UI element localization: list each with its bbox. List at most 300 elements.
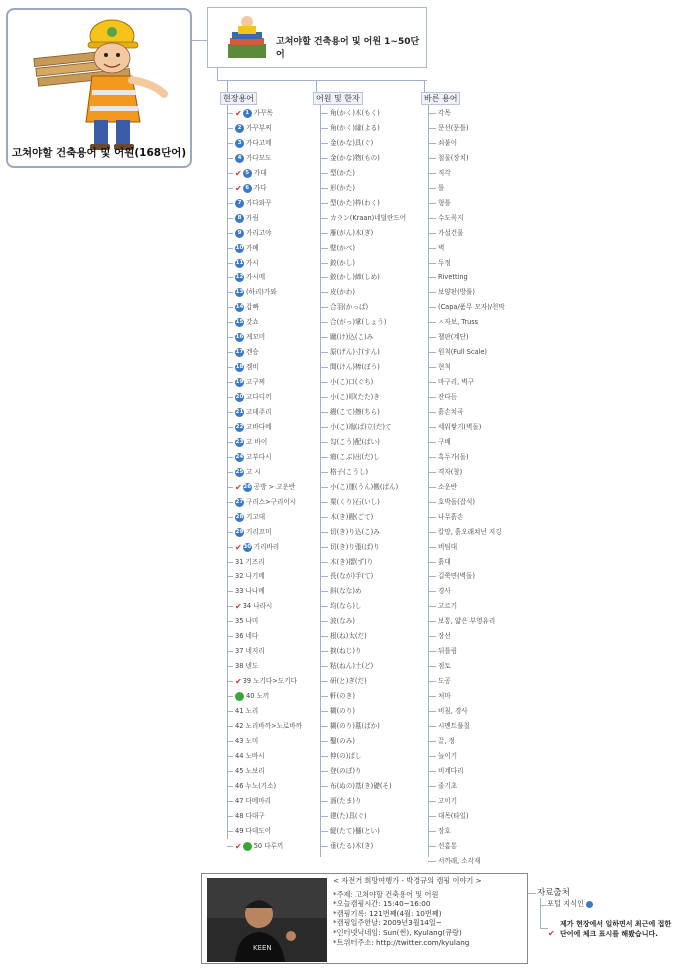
list-item-label: (하리)가와: [246, 288, 277, 297]
connector-line: [428, 457, 436, 458]
list-item[interactable]: [320, 452, 380, 463]
list-item[interactable]: [428, 332, 469, 343]
connector-line: [227, 547, 233, 548]
list-item[interactable]: [428, 467, 462, 478]
list-item[interactable]: [227, 706, 258, 717]
list-item[interactable]: [320, 601, 362, 612]
list-item[interactable]: [227, 721, 302, 732]
number-badge-icon: 10: [235, 244, 244, 251]
source-item[interactable]: [547, 899, 593, 909]
list-item-label: 糊(のり)墓(ばか): [330, 721, 380, 730]
number-badge-icon: 24: [235, 453, 244, 460]
column-header-origin[interactable]: 어원 및 한자: [313, 92, 363, 105]
list-item[interactable]: [320, 571, 373, 582]
list-item[interactable]: [227, 347, 259, 358]
list-item-label: 47 다메마리: [235, 796, 271, 805]
list-item[interactable]: [227, 183, 266, 194]
list-item[interactable]: [227, 661, 258, 672]
list-item[interactable]: [320, 512, 373, 523]
connector-line: [428, 621, 436, 622]
number-badge-icon: 7: [235, 199, 244, 208]
number-badge-icon: 4: [235, 154, 244, 163]
list-item[interactable]: [320, 332, 373, 343]
list-item[interactable]: [227, 631, 258, 642]
connector-line: [316, 80, 317, 92]
list-item[interactable]: [227, 601, 272, 612]
list-item-label: 잔다듬: [438, 393, 458, 402]
list-item[interactable]: [227, 571, 265, 582]
connector-line: [320, 711, 328, 712]
list-item-label: 갓쇼: [246, 318, 259, 327]
list-item-label: 공방 > 고운반: [253, 482, 296, 491]
list-item[interactable]: [428, 302, 505, 313]
list-item[interactable]: [320, 407, 380, 418]
list-item[interactable]: [227, 616, 258, 627]
list-item[interactable]: [227, 317, 259, 328]
list-item[interactable]: [320, 123, 380, 134]
list-item-label: 布(ぬの)基(き)礎(そ): [330, 781, 392, 790]
connector-line: [320, 621, 328, 622]
list-item[interactable]: [227, 452, 271, 463]
connector-line: [320, 576, 328, 577]
list-item-label: 合(がっ)掌(しょう): [330, 318, 387, 327]
check-icon: ✔: [235, 841, 242, 851]
list-item-label: 44 노바시: [235, 751, 265, 760]
list-item-label: 型(かた)枠(わく): [330, 198, 380, 207]
list-item[interactable]: [227, 542, 279, 553]
list-item[interactable]: [428, 571, 475, 582]
connector-line: [428, 576, 436, 577]
column-header-site-terms[interactable]: 현장용어: [220, 92, 257, 105]
connector-line: [428, 173, 436, 174]
connector-line: [320, 248, 328, 249]
list-item-label: 間(けん)棒(ぼう): [330, 363, 380, 372]
list-item[interactable]: [320, 467, 368, 478]
list-item-label: 建(た)具(ぐ): [330, 811, 367, 820]
list-item[interactable]: [227, 437, 267, 448]
list-item[interactable]: [320, 272, 380, 283]
column-header-correct[interactable]: 바른 용어: [421, 92, 460, 105]
info-line[interactable]: *트위터주소: http://twitter.com/kyulang: [333, 937, 470, 947]
list-item[interactable]: [428, 706, 468, 717]
list-item-label: 瘤(こぶ)出(だ)し: [330, 452, 380, 461]
list-item[interactable]: [227, 407, 271, 418]
list-item[interactable]: [227, 332, 265, 343]
list-item[interactable]: [428, 586, 451, 597]
list-item-label: 均(なら)し: [330, 602, 362, 611]
list-item[interactable]: [320, 317, 386, 328]
connector-line: [320, 412, 328, 413]
list-item-label: 마구리, 벽구: [438, 378, 475, 387]
connector-line: [227, 621, 233, 622]
list-item-label: 가꾸목: [253, 109, 273, 117]
list-item[interactable]: [428, 437, 451, 448]
connector-line: [227, 457, 233, 458]
list-item-label: 고르기: [438, 602, 458, 611]
list-item[interactable]: [428, 811, 469, 822]
list-item-label: ㅅ자보, Truss: [438, 318, 479, 327]
list-item-label: 갑빠: [246, 303, 259, 312]
list-item-label: 버팀대: [438, 542, 458, 551]
list-item[interactable]: [428, 422, 481, 433]
list-item-label: 게꼬미: [246, 333, 266, 342]
connector-line: [320, 487, 328, 488]
info-line: *캠핑일주한날: 2009년3월14일~: [333, 918, 442, 928]
list-item[interactable]: [320, 377, 373, 388]
list-item[interactable]: [227, 392, 271, 403]
list-item-label: 점토: [438, 662, 451, 671]
connector-line: [320, 502, 328, 503]
list-item[interactable]: [227, 766, 265, 777]
list-item[interactable]: [428, 527, 502, 538]
number-badge-icon: 8: [235, 214, 244, 223]
connector-line: [428, 681, 436, 682]
connector-line: [428, 337, 436, 338]
connector-line: [227, 502, 233, 503]
list-item-label: 가리고야: [246, 228, 272, 237]
list-item-label: 鏝(こて)擦(ちら): [330, 408, 380, 416]
connector-line: [320, 382, 328, 383]
list-item[interactable]: [227, 228, 271, 239]
list-item[interactable]: [428, 198, 451, 209]
list-item-label: 비침, 경사: [438, 707, 468, 715]
list-item-label: 50 다루끼: [253, 841, 284, 850]
list-item[interactable]: [428, 228, 463, 239]
list-item[interactable]: [320, 168, 355, 179]
list-item[interactable]: [227, 676, 297, 687]
list-item-label: 철물(장치): [438, 153, 469, 162]
list-item[interactable]: [227, 482, 295, 493]
list-item-label: 형틀: [438, 198, 451, 207]
list-item[interactable]: [227, 691, 269, 702]
list-item[interactable]: [320, 138, 373, 149]
list-item-label: 뒤틀림: [438, 647, 458, 656]
list-item[interactable]: [227, 557, 265, 568]
list-item[interactable]: [428, 766, 463, 777]
list-item[interactable]: [320, 557, 373, 568]
list-item[interactable]: [320, 781, 392, 792]
list-item[interactable]: [428, 213, 463, 224]
list-item-label: 고다디끼: [246, 393, 272, 402]
list-item-label: 가시메: [246, 273, 266, 282]
list-item[interactable]: [428, 781, 457, 792]
list-item[interactable]: [227, 811, 265, 822]
list-item[interactable]: [227, 796, 271, 807]
list-item[interactable]: [227, 586, 265, 597]
list-item[interactable]: [227, 123, 271, 134]
list-item[interactable]: [428, 153, 469, 164]
connector-line: [227, 173, 233, 174]
list-item[interactable]: [428, 691, 451, 702]
list-item-label: 고 바이: [246, 437, 268, 446]
connector-line: [320, 233, 328, 234]
list-item-label: 糊(のり): [330, 707, 355, 715]
connector-line: [320, 322, 328, 323]
list-item[interactable]: [428, 362, 451, 373]
list-item[interactable]: [320, 482, 398, 493]
info-line: < 자전거 희망여행가 - 박경규의 캠핑 이야기 >: [333, 876, 482, 885]
connector-line: [320, 158, 328, 159]
connector-line: [428, 502, 436, 503]
list-item[interactable]: [428, 676, 451, 687]
check-icon: ✔: [235, 109, 242, 118]
list-item[interactable]: [320, 706, 355, 717]
list-item[interactable]: [428, 407, 463, 418]
list-item[interactable]: [320, 497, 380, 508]
info-box[interactable]: [201, 873, 528, 964]
list-item-label: 구배: [438, 437, 451, 446]
list-item[interactable]: [428, 287, 475, 298]
list-item[interactable]: [227, 781, 276, 792]
connector-line: [320, 292, 328, 293]
list-item[interactable]: [320, 676, 367, 687]
list-item[interactable]: [227, 736, 258, 747]
number-badge-icon: 9: [235, 229, 244, 238]
list-item[interactable]: [227, 512, 265, 523]
list-item-label: 가다고메: [246, 138, 272, 147]
connector-line: [227, 113, 233, 114]
center-topic[interactable]: [207, 7, 427, 68]
list-item-label: 경사: [438, 587, 451, 596]
list-item-label: 波(なみ): [330, 617, 355, 626]
list-item[interactable]: [428, 646, 457, 657]
connector-line: [320, 726, 328, 727]
list-item[interactable]: [428, 512, 463, 523]
list-item[interactable]: [320, 362, 380, 373]
connector-line: [227, 816, 233, 817]
list-item[interactable]: [320, 841, 373, 852]
list-item[interactable]: [428, 631, 451, 642]
list-item[interactable]: [320, 542, 380, 553]
list-item[interactable]: [320, 721, 380, 732]
list-item-label: 보통, 얇은 부영유리: [438, 617, 496, 626]
list-item-label: 軒(のき): [330, 692, 355, 701]
list-item-label: 金(かな)物(もの): [330, 153, 380, 162]
list-item[interactable]: [428, 497, 475, 508]
list-item-label: 42 노리바까>노로바까: [235, 721, 302, 730]
connector-line: [227, 80, 228, 92]
list-item-label: 장선: [438, 632, 451, 641]
list-item-label: 구리스>구리이시: [246, 497, 297, 506]
list-item[interactable]: [428, 272, 468, 283]
list-item-label: (Capa/품무 모자)/천막: [438, 303, 505, 312]
list-item[interactable]: [428, 557, 451, 568]
list-item[interactable]: [227, 153, 271, 164]
connector-line: [428, 292, 436, 293]
list-item-label: 41 노리: [235, 707, 259, 715]
note-line: 제가 현장에서 일하면서 최근에 접한: [560, 920, 672, 928]
list-item[interactable]: [320, 751, 362, 762]
list-item[interactable]: [428, 347, 487, 358]
list-item[interactable]: [428, 616, 495, 627]
list-item-label: 격자(창): [438, 467, 463, 476]
list-item-label: 가림: [246, 213, 259, 222]
list-item[interactable]: [320, 661, 373, 672]
list-item[interactable]: [227, 168, 266, 179]
list-item[interactable]: [227, 258, 259, 269]
connector-line: [428, 861, 436, 862]
list-item[interactable]: [227, 646, 265, 657]
connector-line: [320, 801, 328, 802]
source-title[interactable]: 자료출처: [537, 888, 570, 898]
list-item[interactable]: [227, 841, 283, 852]
list-item[interactable]: [227, 198, 271, 209]
list-item[interactable]: [428, 721, 470, 732]
list-item[interactable]: [227, 751, 265, 762]
list-item[interactable]: [320, 766, 362, 777]
list-item[interactable]: [428, 377, 474, 388]
list-item-label: 角(かく)縁(よる): [330, 123, 380, 132]
list-item[interactable]: [428, 856, 480, 867]
list-item[interactable]: [227, 497, 296, 508]
list-item[interactable]: [320, 302, 368, 313]
list-item[interactable]: [227, 422, 271, 433]
list-item[interactable]: [428, 796, 457, 807]
list-item[interactable]: [428, 123, 469, 134]
list-item-label: 46 누노(기소): [235, 781, 277, 790]
list-item[interactable]: [320, 796, 362, 807]
connector-line: [428, 591, 436, 592]
list-item-label: 고데주리: [246, 408, 272, 416]
list-item[interactable]: [227, 138, 271, 149]
list-item[interactable]: [320, 811, 367, 822]
connector-line: [320, 427, 328, 428]
list-item-label: 垂(たる)木(き): [330, 841, 374, 850]
list-item-label: 비계다리: [438, 766, 464, 775]
list-item-label: 가베: [246, 243, 259, 252]
list-item[interactable]: [428, 826, 451, 837]
list-item[interactable]: [227, 243, 259, 254]
connector-line: [428, 547, 436, 548]
list-item[interactable]: [428, 392, 457, 403]
list-item[interactable]: [428, 243, 444, 254]
list-item-label: 원척(Full Scale): [438, 348, 487, 357]
list-item[interactable]: [227, 362, 259, 373]
list-item[interactable]: [227, 108, 273, 119]
list-item[interactable]: [320, 108, 380, 119]
connector-line: [227, 636, 233, 637]
info-line: *오늘캠핑시간: 15:40~16:00: [333, 899, 431, 909]
list-item[interactable]: [428, 751, 457, 762]
list-item[interactable]: [320, 586, 362, 597]
list-item[interactable]: [320, 347, 380, 358]
list-item[interactable]: [227, 287, 277, 298]
list-item[interactable]: [428, 183, 444, 194]
connector-line: [227, 397, 233, 398]
connector-line: [428, 741, 436, 742]
list-item-label: 木(き)摺(ず)り: [330, 557, 374, 566]
list-item-label: 가대: [253, 168, 267, 177]
connector-line: [227, 472, 233, 473]
list-item[interactable]: [428, 841, 457, 852]
list-item[interactable]: [320, 646, 362, 657]
list-item[interactable]: [320, 691, 355, 702]
list-item[interactable]: [428, 138, 457, 149]
connector-line: [227, 606, 233, 607]
list-item[interactable]: [320, 228, 373, 239]
list-item[interactable]: [428, 108, 451, 119]
list-item[interactable]: [320, 736, 355, 747]
list-item[interactable]: [320, 258, 355, 269]
list-item-label: 勾(こう)配(ばい): [330, 437, 380, 446]
list-item[interactable]: [320, 198, 380, 209]
connector-line: [428, 696, 436, 697]
list-item-label: 길쭉면(벽돌): [438, 572, 475, 581]
list-item[interactable]: [428, 601, 457, 612]
list-item[interactable]: [428, 258, 451, 269]
main-topic[interactable]: [6, 8, 192, 168]
list-item[interactable]: [227, 213, 259, 224]
list-item[interactable]: [428, 736, 455, 747]
list-item[interactable]: [320, 287, 355, 298]
connector-line: [428, 606, 436, 607]
list-item[interactable]: [428, 661, 451, 672]
connector-line: [428, 562, 436, 563]
connector-line: [217, 80, 427, 81]
number-badge-icon: 16: [235, 334, 244, 341]
connector-line: [227, 263, 233, 264]
connector-line: [227, 741, 233, 742]
list-item[interactable]: [320, 527, 380, 538]
source-item-label: 포털 지식인: [547, 899, 585, 908]
list-item[interactable]: [428, 168, 451, 179]
list-item[interactable]: [320, 183, 355, 194]
list-item[interactable]: [428, 317, 478, 328]
list-item[interactable]: [320, 153, 380, 164]
list-item-label: 31 기즈리: [235, 557, 265, 566]
list-item[interactable]: [320, 631, 367, 642]
list-item-label: 37 네지리: [235, 647, 265, 656]
list-item[interactable]: [227, 527, 271, 538]
list-item[interactable]: [320, 616, 355, 627]
list-item[interactable]: [428, 452, 469, 463]
list-item[interactable]: [320, 243, 355, 254]
list-item[interactable]: [227, 377, 265, 388]
connector-line: [227, 292, 233, 293]
connector-line: [227, 681, 233, 682]
list-item[interactable]: [320, 213, 406, 224]
list-item-label: 34 나라시: [242, 602, 273, 611]
list-item-label: 鉸(かし): [330, 258, 355, 267]
list-item[interactable]: [227, 272, 265, 283]
connector-line: [320, 397, 328, 398]
connector-line: [227, 801, 233, 802]
number-badge-icon: 17: [235, 349, 244, 356]
list-item[interactable]: [320, 422, 392, 433]
connector-line: [227, 517, 233, 518]
list-item-label: Rivetting: [438, 273, 468, 282]
connector-line: [428, 666, 436, 667]
list-item[interactable]: [227, 826, 271, 837]
list-item-label: 長(なが)手(て): [330, 572, 374, 581]
connector-line: [227, 846, 233, 847]
list-item[interactable]: [428, 482, 457, 493]
list-item[interactable]: [227, 467, 261, 478]
list-item[interactable]: [227, 302, 259, 313]
number-badge-icon: 14: [235, 304, 244, 311]
connector-line: [428, 352, 436, 353]
list-item-label: 斜(なな)め: [330, 587, 362, 596]
list-item-label: 皮(かわ): [330, 288, 355, 297]
list-item[interactable]: [428, 542, 457, 553]
connector-line: [320, 771, 328, 772]
list-item[interactable]: [320, 826, 380, 837]
list-item[interactable]: [320, 437, 380, 448]
list-item-label: 合羽(かっぱ): [330, 303, 369, 312]
list-item[interactable]: [320, 392, 380, 403]
list-item-label: 原(げん)寸(すん): [330, 348, 380, 357]
list-item-label: 45 노보리: [235, 766, 265, 775]
